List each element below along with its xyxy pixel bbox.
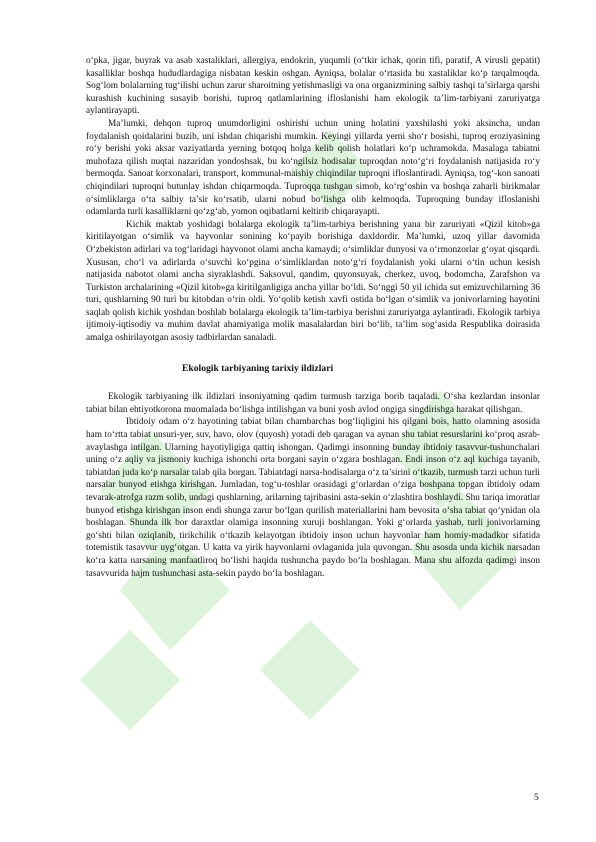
paragraph-4: Ekologik tarbiyaning ilk ildizlari insoniyatning qadim turmush tarziga borib taqaladi. O‘sha kezlardan insonlar tabiat bilan ehtiyotkorona muomalada bo‘lishga intilishgan va buni yosh avlod ongiga singdirishga harakat qilishgan. <box>86 392 540 415</box>
paragraph-2: Ma’lumki, dehqon tuproq unumdorligini oshirishi uchun uning holatini yaxshilashi yoki aksincha, undan foydalanish qoidalarini buzib, uni ishdan chiqarishi mumkin. Keyingi yillarda yerni sho‘r bosishi, tuproq eroziyasining ro‘y berishi yoki aksar vaziyatlarda yerning botqoq holga kelib qolish holatlari ko‘p uchramokda. Masalaga tabiatni muhofaza qilish nuqtai nazaridan yondoshsak, bu ko‘ngilsiz hodisalar tuproqdan noto‘g‘ri foydalanish natijasida ro‘y bermoqda. Sanoat korxonalari, transport, kommunal-maishiy chiqindilar tuproqni ifloslantiradi. Ayniqsa, tog‘-kon sanoati chiqindilari tuproqni butunlay ishdan chiqarmoqda. Tuproqqa tushgan simob, ko‘rg‘oshin va boshqa zaharli birikmalar o‘simliklarga o‘ta salbiy ta’sir ko‘rsatib, ularni nobud bo‘lishga olib kelmoqda. Tuproqning bunday ifloslanishi odamlarda turli kasalliklarni qo‘zg‘ab, yomon oqibatlarni keltirib chiqarayapti. <box>86 118 540 218</box>
section-heading: Ekologik tarbiyaning tarixiy ildizlari <box>182 362 334 374</box>
paragraph-1: o‘pka, jigar, buyrak va asab xastaliklari, allergiya, endokrin, yuqumli (o‘tkir ichak, qorin tifi, paratif, A virusli gepatit) kasalliklar boshqa hududlardagiga nisbatan keskin oshgan. Ayniqsa, bolalar o‘rtasida bu xastaliklar ko‘p tarqalmoqda. Sog‘lom bolalarning tug‘ilishi uchun zarur sharoitning yetishmasligi va ona organizmining salbiy tashqi ta’sirlarga qarshi kurashish kuchining susayib borishi, tuproq qatlamlarining ifloslanishi ham ekologik ta’lim-tarbiyani zaruriyatga aylantirayapti. <box>86 56 540 117</box>
paragraph-3: Kichik maktab yoshidagi bolalarga ekologik ta’lim-tarbiya berishning yana bir zaruriyati «Qizil kitob»ga kiritilayotgan o‘simlik va hayvonlar sonining ko‘payib borishiga daxldordir. Ma’lumki, uzoq yillar davomida O‘zbekiston adirlari va tog‘laridagi hayvonot olami ancha kamaydi; o‘simliklar dunyosi va o‘rmonzorlar g‘oyat qisqardi. Xususan, cho‘l va adirlarda o‘suvchi ko‘pgina o‘simliklardan noto‘g‘ri foydalanish yoki ularni o‘tin uchun kesish natijasida nabotot olami ancha siyraklashdi. Saksovul, qandim, quyonsuyak, cherkez, uvoq, bodomcha, Zarafshon va Turkiston archalarining «Qizil kitob»ga kiritilganligiga ancha yillar bo‘ldi. So‘nggi 50 yil ichida sut emizuvchilarning 36 turi, qushlarning 90 turi bu kitobdan o‘rin oldi. Yo‘qolib ketish xavfi ostida bo‘lgan o‘simlik va jonivorlarning hayotini saqlab qolish kichik yoshdan boshlab bolalarga ekologik ta’lim-tarbiya berishni zaruriyatga aylantiradi. Ekologik tarbiya ijtimoiy-iqtisodiy va muhim davlat ahamiyatiga molik masalalardan biri bo‘lib, ta’lim sog‘asida Respublika doirasida amalga oshirilayotgan asosiy tadbirlardan sanaladi. <box>86 219 540 344</box>
document-body <box>86 55 540 580</box>
page-number: 5 <box>534 793 539 803</box>
paragraph-5: Ibtidoiy odam o‘z hayotining tabiat bilan chambarchas bog‘liqligini his qilgani bois, hatto olamning asosida ham to‘rtta tabiat unsuri-yer, suv, havo, olov (quyosh) yotadi deb qaragan va aynan shu tabiat resurslarini ko‘proq asrab-avaylashga intilgan. Ularning hayotiyligiga qattiq ishongan. Qadimgi insonning bunday ibtidoiy tasavvur-tushunchalari uning o‘z aqliy va jismoniy kuchiga ishonchi orta borgani sayin o‘zgara boshlagan. Endi inson o‘z aql kuchiga tayanib, tabiatdan juda ko‘p narsalar talab qila borgan. Tabiatdagi narsa-hodisalarga o‘z ta’sirini o‘tkazib, turmush tarzi uchun turli narsalar bunyod etishga kirishgan. Jumladan, tog‘u-toshlar orasidagi g‘orlardan o‘ziga boshpana topgan ibtidoiy odam tevarak-atrofga razm solib, undagi qushlarning, arilarning tajribasini asta-sekin o‘zlashtira boshlaydi. Shu tariqa imoratlar bunyod etishga kirishgan inson endi shunga zarur bo‘lgan qurilish materiallarini ham bevosita o‘sha tabiat qo‘ynidan ola boshlagan. Shunda ilk bor daraxtlar olamiga insonning xuruji boshlangan. Yoki g‘orlarda yashab, turli jonivorlarning go‘shti bilan oziqlanib, tirikchilik o‘tkazib kelayotgan ibtidoiy inson uchun hayvonlar ham homiy-madadkor sifatida totemistik tasavvur uyg‘otgan. U katta va yirik hayvonlarni ovlaganida jula quvongan. Shu asosda unda kichik narsadan ko‘ra katta narsaning manfaatliroq bo‘lishi haqida tushuncha paydo bo‘la boshlagan. Mana shu alfozda qadimgi inson tasavvurida hajm tushunchasi asta-sekin paydo bo‘la boshlagan. <box>86 417 540 579</box>
